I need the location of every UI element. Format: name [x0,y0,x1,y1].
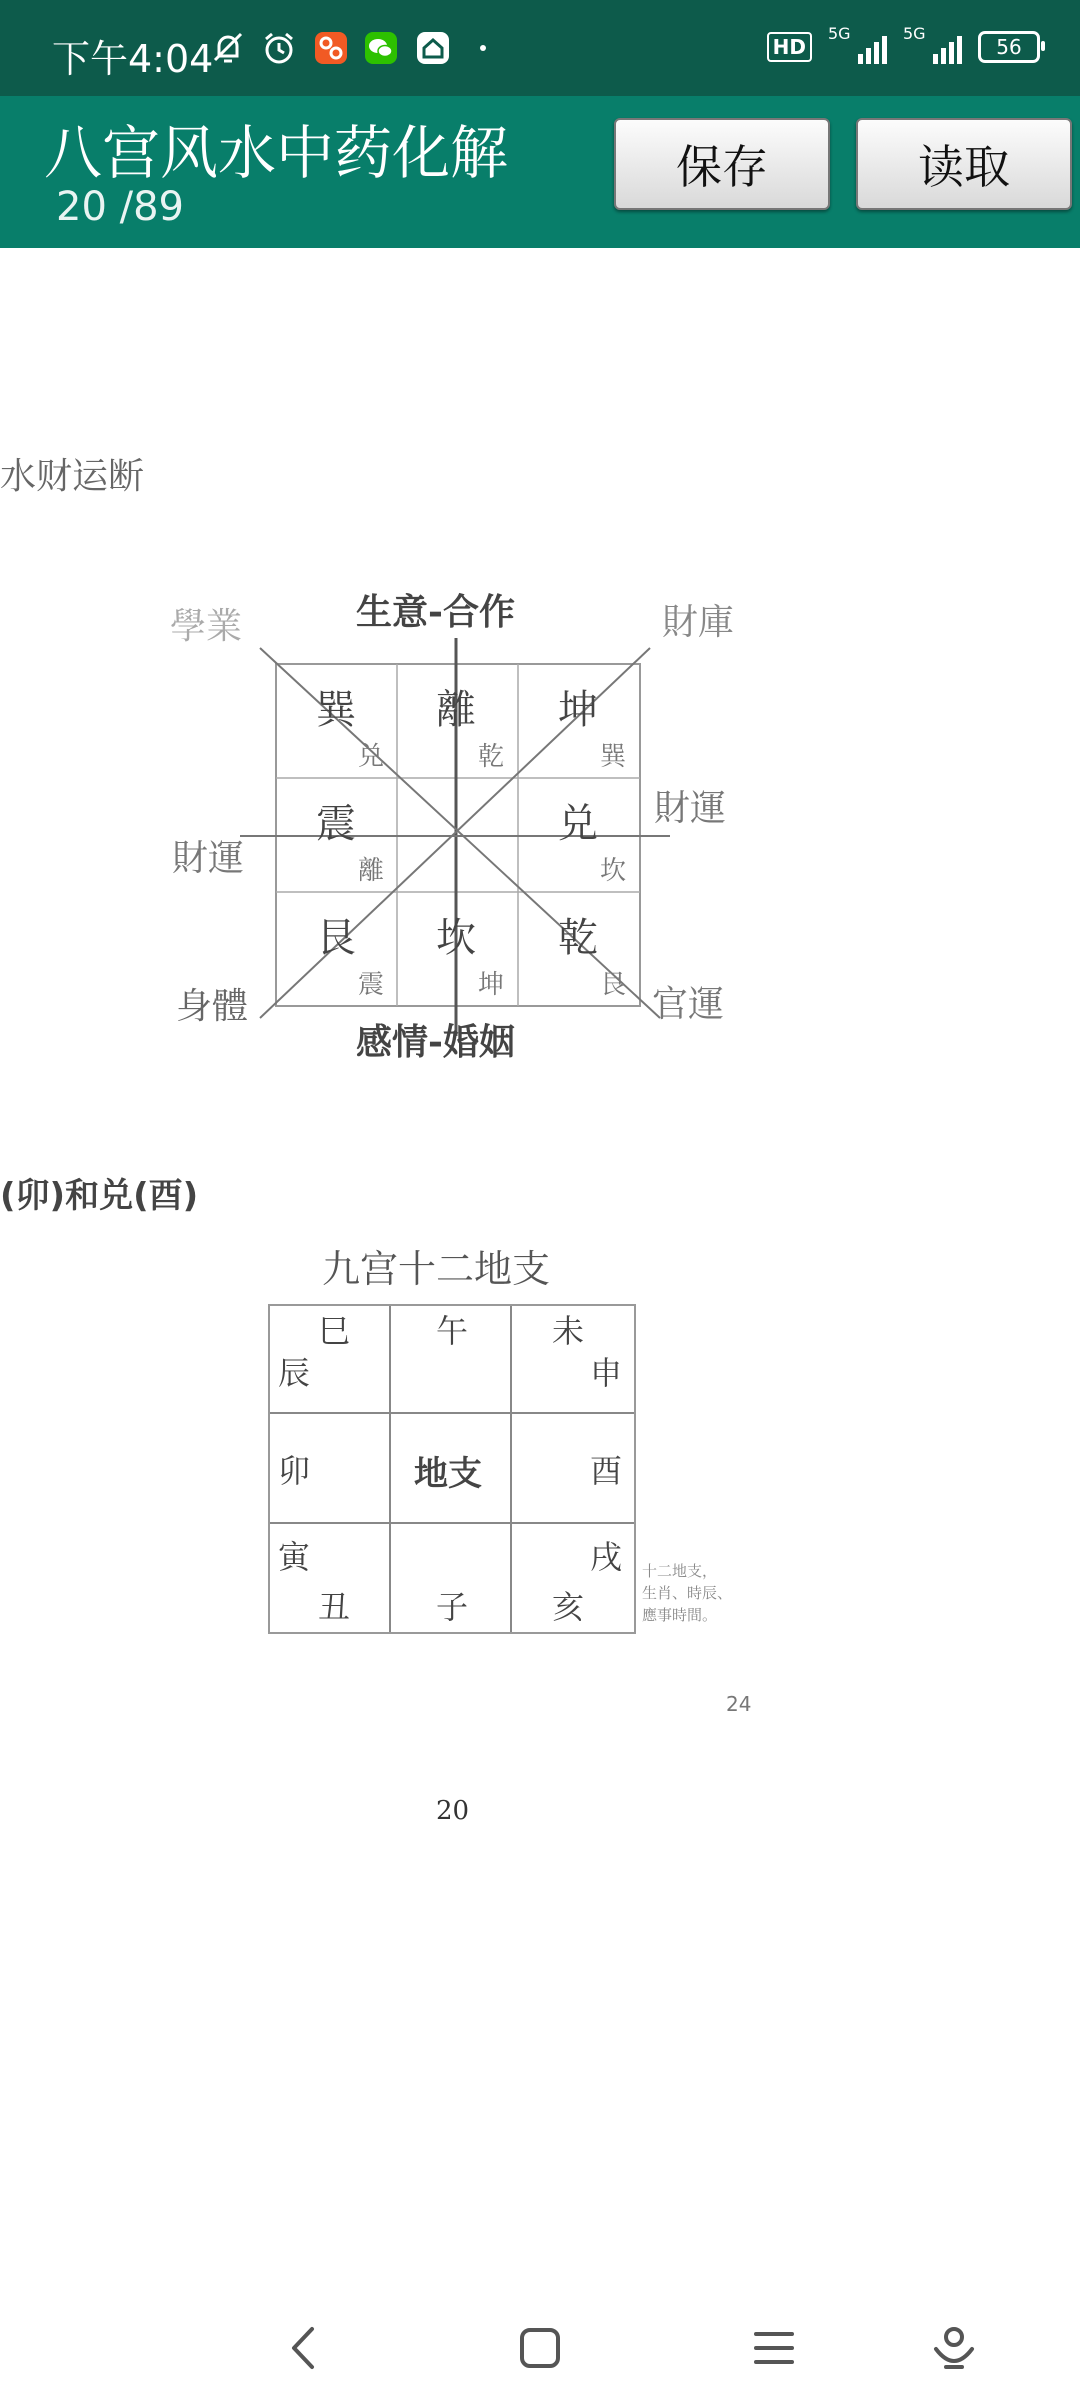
save-button[interactable]: 保存 [614,118,830,210]
zhi-yin: 寅 [278,1538,311,1576]
assistant-icon[interactable] [924,2318,984,2378]
document-page[interactable] [0,248,1080,2288]
home-icon[interactable] [510,2318,570,2378]
zhi-wu: 午 [436,1312,469,1350]
back-icon[interactable] [274,2318,334,2378]
bagua-cell-sub: 艮 [600,970,627,1000]
bagua-bottomleft-label: 身體 [176,986,249,1027]
status-bar [0,0,1080,96]
bagua-right-label: 財運 [654,788,727,829]
home-app-icon [414,30,452,66]
bagua-cell-sub: 坤 [478,970,505,1000]
bagua-bottom-label: 感情-婚姻 [356,1021,515,1063]
dot-icon [476,30,490,66]
zhi-center: 地支 [414,1454,482,1494]
navigation-bar [0,2288,1080,2400]
side-note-line: 十二地支， [642,1562,718,1580]
bagua-top-label: 生意-合作 [356,591,515,633]
bagua-topright-label: 財庫 [662,602,735,643]
zhi-si: 巳 [318,1312,351,1350]
signal-1-icon: 5G [828,30,887,64]
bagua-cell-main: 離 [436,687,476,733]
bagua-topleft-label: 學業 [170,606,243,647]
bagua-bottomright-label: 官運 [652,984,725,1025]
zhi-chen: 辰 [278,1354,311,1392]
wechat-icon [362,30,400,66]
bagua-cell-main: 震 [316,801,356,847]
menu-icon[interactable] [744,2318,804,2378]
bagua-cell-main: 坎 [436,915,476,961]
bagua-cell-main: 巽 [316,687,356,733]
zhi-title: 九宫十二地支 [322,1247,551,1291]
status-time: 下午4:04 [52,37,214,81]
bagua-cell-sub: 兑 [358,742,385,772]
zhi-chou: 丑 [318,1588,351,1626]
bagua-cell-main: 乾 [558,915,598,961]
page-number: 20 [436,1796,470,1826]
zhi-you: 酉 [590,1452,623,1490]
load-button[interactable]: 读取 [856,118,1072,210]
side-note-line: 生肖、時辰、 [642,1584,733,1602]
app-title: 八宫风水中药化解 [44,119,509,187]
inner-page-number: 24 [726,1692,752,1716]
app-bar [0,96,1080,248]
hd-badge: HD [767,32,812,62]
zhi-zi: 子 [436,1588,469,1626]
bagua-cell-sub: 巽 [600,742,627,772]
bagua-left-label: 財運 [172,838,245,879]
section-caption: (卯)和兑(酉) [0,1176,199,1216]
zhi-wei: 未 [552,1312,585,1350]
zhi-shen: 申 [590,1354,623,1392]
zhi-grid [268,1304,636,1634]
zhi-xu: 戌 [590,1538,623,1576]
bagua-cell-main: 坤 [558,687,598,733]
bagua-cell-sub: 坎 [600,856,627,886]
bagua-cell-sub: 離 [358,856,385,886]
bagua-cell-sub: 乾 [478,742,505,772]
side-note-line: 應事時間。 [642,1606,718,1624]
page-indicator: 20 /89 [56,184,184,230]
bagua-cell-sub: 震 [358,970,385,1000]
battery-icon: 56 [978,31,1040,63]
section-heading: 水财运断 [0,456,145,497]
signal-2-icon: 5G [903,30,962,64]
zhi-mao: 卯 [278,1452,311,1490]
bagua-cell-main: 兑 [558,801,598,847]
mute-bell-icon [208,30,248,66]
zhi-hai: 亥 [552,1588,585,1626]
alarm-icon [258,30,300,66]
bagua-diagram [160,578,800,1063]
app-icon [312,30,350,66]
bagua-cell-main: 艮 [316,915,356,961]
